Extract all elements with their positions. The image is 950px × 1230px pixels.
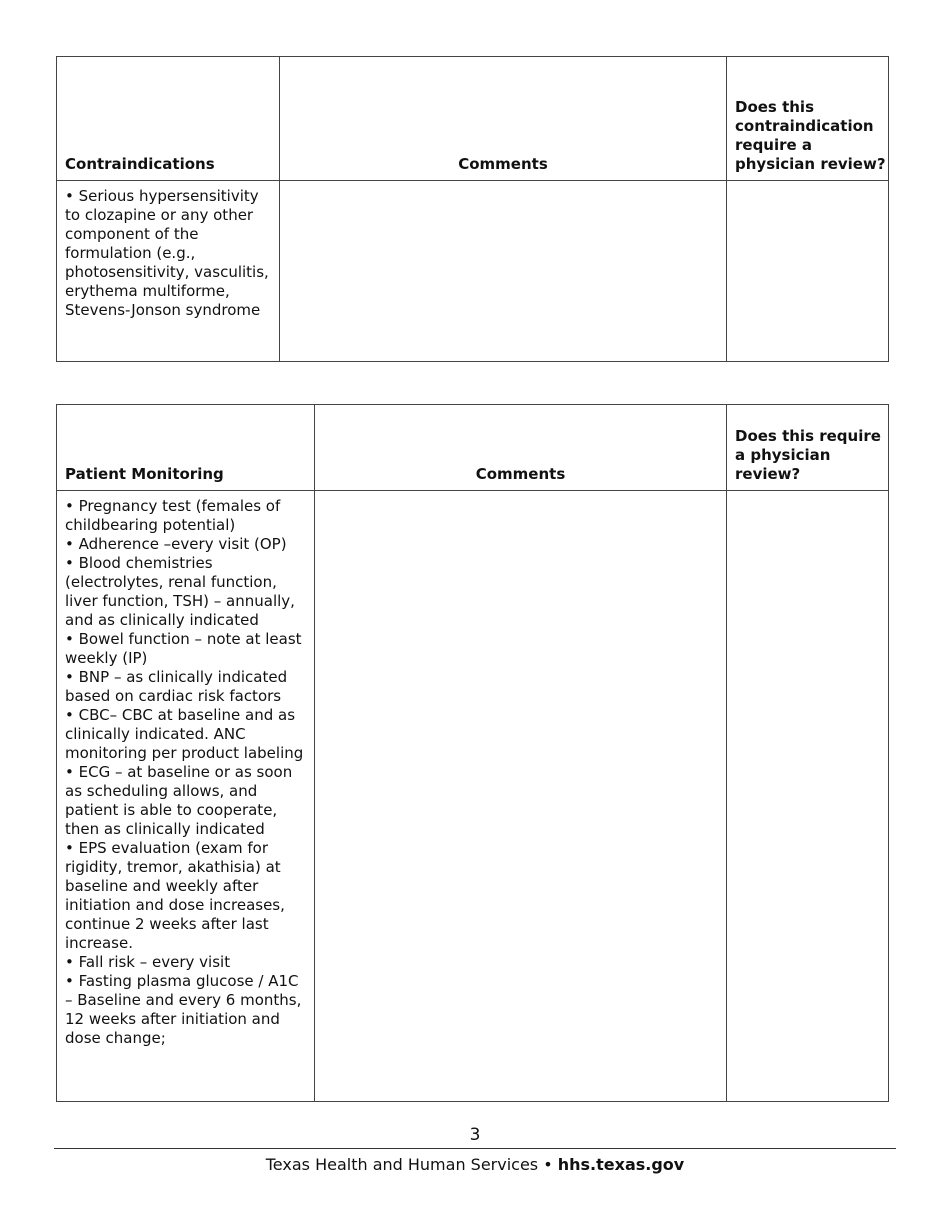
contraindications-header: Contraindications: [57, 57, 280, 181]
footer: [0, 1155, 950, 1174]
physician-review-header: Does this contraindication require a physician review?: [727, 57, 889, 181]
contraindication-text: • Serious hypersensitivity to clozapine or any other component of the formulation (e.g., photosensitivity, vasculitis, erythema multiforme, Stevens-Jonson syndrome: [65, 187, 269, 319]
monitoring-item: • Bowel function – note at least weekly (IP): [65, 630, 302, 667]
contraindication-cell: [57, 181, 280, 362]
monitoring-item: • EPS evaluation (exam for rigidity, tremor, akathisia) at baseline and weekly after initiation and dose increases, continue 2 weeks after last increase.: [65, 839, 285, 952]
comments-cell[interactable]: [315, 491, 727, 1102]
page-number: 3: [469, 1125, 481, 1145]
footer-divider: [54, 1148, 896, 1149]
physician-review-cell[interactable]: [727, 491, 889, 1102]
monitoring-item: • BNP – as clinically indicated based on cardiac risk factors: [65, 668, 288, 705]
monitoring-item: • ECG – at baseline or as soon as scheduling allows, and patient is able to cooperate, then as clinically indicated: [65, 763, 293, 838]
monitoring-item: • Fasting plasma glucose / A1C – Baseline and every 6 months, 12 weeks after initiation and dose change;: [65, 972, 302, 1047]
comments-cell[interactable]: [280, 181, 727, 362]
physician-review-cell[interactable]: [727, 181, 889, 362]
footer-org: Texas Health and Human Services •: [265, 1155, 558, 1174]
contraindications-table: [56, 56, 889, 362]
physician-review-header: Does this require a physician review?: [727, 405, 889, 491]
monitoring-item: • Blood chemistries (electrolytes, renal function, liver function, TSH) – annually, and as clinically indicated: [65, 554, 295, 629]
patient-monitoring-header: Patient Monitoring: [57, 405, 315, 491]
monitoring-item: • Pregnancy test (females of childbearing potential): [65, 497, 281, 534]
monitoring-item: • Adherence –every visit (OP): [65, 535, 287, 553]
footer-site-link[interactable]: hhs.texas.gov: [557, 1155, 685, 1174]
patient-monitoring-table: [56, 404, 889, 1102]
comments-header: Comments: [315, 405, 727, 491]
monitoring-item: • Fall risk – every visit: [65, 953, 231, 971]
monitoring-item: • CBC– CBC at baseline and as clinically indicated. ANC monitoring per product labeling: [65, 706, 304, 762]
monitoring-items-cell: [57, 491, 315, 1102]
comments-header: Comments: [280, 57, 727, 181]
